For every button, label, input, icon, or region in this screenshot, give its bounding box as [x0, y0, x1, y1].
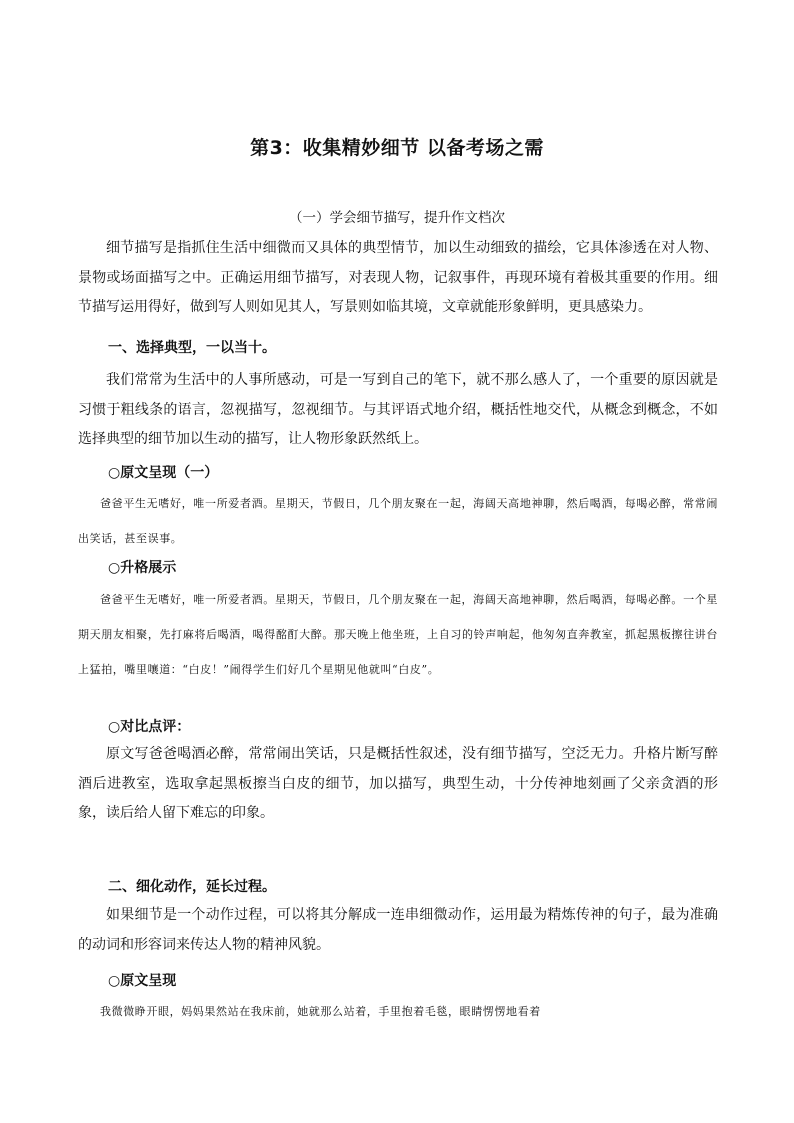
intro-paragraph: 细节描写是指抓住生活中细微而又具体的典型情节，加以生动细致的描绘，它具体渗透在对人物、景物或场面描写之中。正确运用细节描写，对表现人物，记叙事件，再现环境有着极其重要的作用。细节描写运用得好，做到写人则如见其人，写景则如临其境，文章就能形象鲜明，更具感染力。	[78, 240, 718, 315]
document-title: 第3：收集精妙细节 以备考场之需	[250, 137, 544, 159]
section-subtitle: （一）学会细节描写，提升作文档次	[289, 210, 505, 226]
section-1-heading: 一、选择典型，一以当十。	[108, 340, 276, 356]
upgrade-label: ○升格展示	[108, 560, 177, 576]
section-2-heading: 二、细化动作，延长过程。	[108, 879, 276, 895]
original-text-excerpt: 爸爸平生无嗜好，唯一所爱者酒。星期天，节假日，几个朋友聚在一起，海阔天高地神聊，然后喝酒，每喝必醉，常常闹出笑话，甚至误事。	[78, 497, 718, 545]
original-text-label-2: ○原文呈现	[108, 973, 177, 989]
original-text-label: ○原文呈现（一）	[108, 465, 219, 481]
section-2-body: 如果细节是一个动作过程，可以将其分解成一连串细微动作，运用最为精炼传神的句子，最为准确的动词和形容词来传达人物的精神风貌。	[78, 907, 718, 953]
original-text-excerpt-2: 我微微睁开眼，妈妈果然站在我床前，她就那么站着，手里抱着毛毯，眼睛愣愣地看着	[100, 1005, 541, 1018]
comment-paragraph: 原文写爸爸喝酒必醉，常常闹出笑话，只是概括性叙述，没有细节描写，空泛无力。升格片断写醉酒后进教室，选取拿起黑板擦当白皮的细节，加以描写，典型生动，十分传神地刻画了父亲贪酒的形象，读后给人留下难忘的印象。	[78, 746, 718, 821]
section-1-body: 我们常常为生活中的人事所感动，可是一写到自己的笔下，就不那么感人了，一个重要的原因就是习惯于粗线条的语言，忽视描写，忽视细节。与其评语式地介绍，概括性地交代，从概念到概念，不如选择典型的细节加以生动的描写，让人物形象跃然纸上。	[78, 372, 718, 447]
upgrade-excerpt: 爸爸平生无嗜好，唯一所爱者酒。星期天，节假日，几个朋友聚在一起，海阔天高地神聊，然后喝酒，每喝必醉。一个星期天朋友相聚，先打麻将后喝酒，喝得酩酊大醉。那天晚上他坐班，上自习的铃声响起，他匆匆直奔教室，抓起黑板擦往讲台上猛拍，嘴里嚷道：“白皮！”闹得学生们好几个星期见他就叫“白皮”。	[78, 593, 718, 676]
comment-label: ○对比点评：	[108, 719, 191, 735]
